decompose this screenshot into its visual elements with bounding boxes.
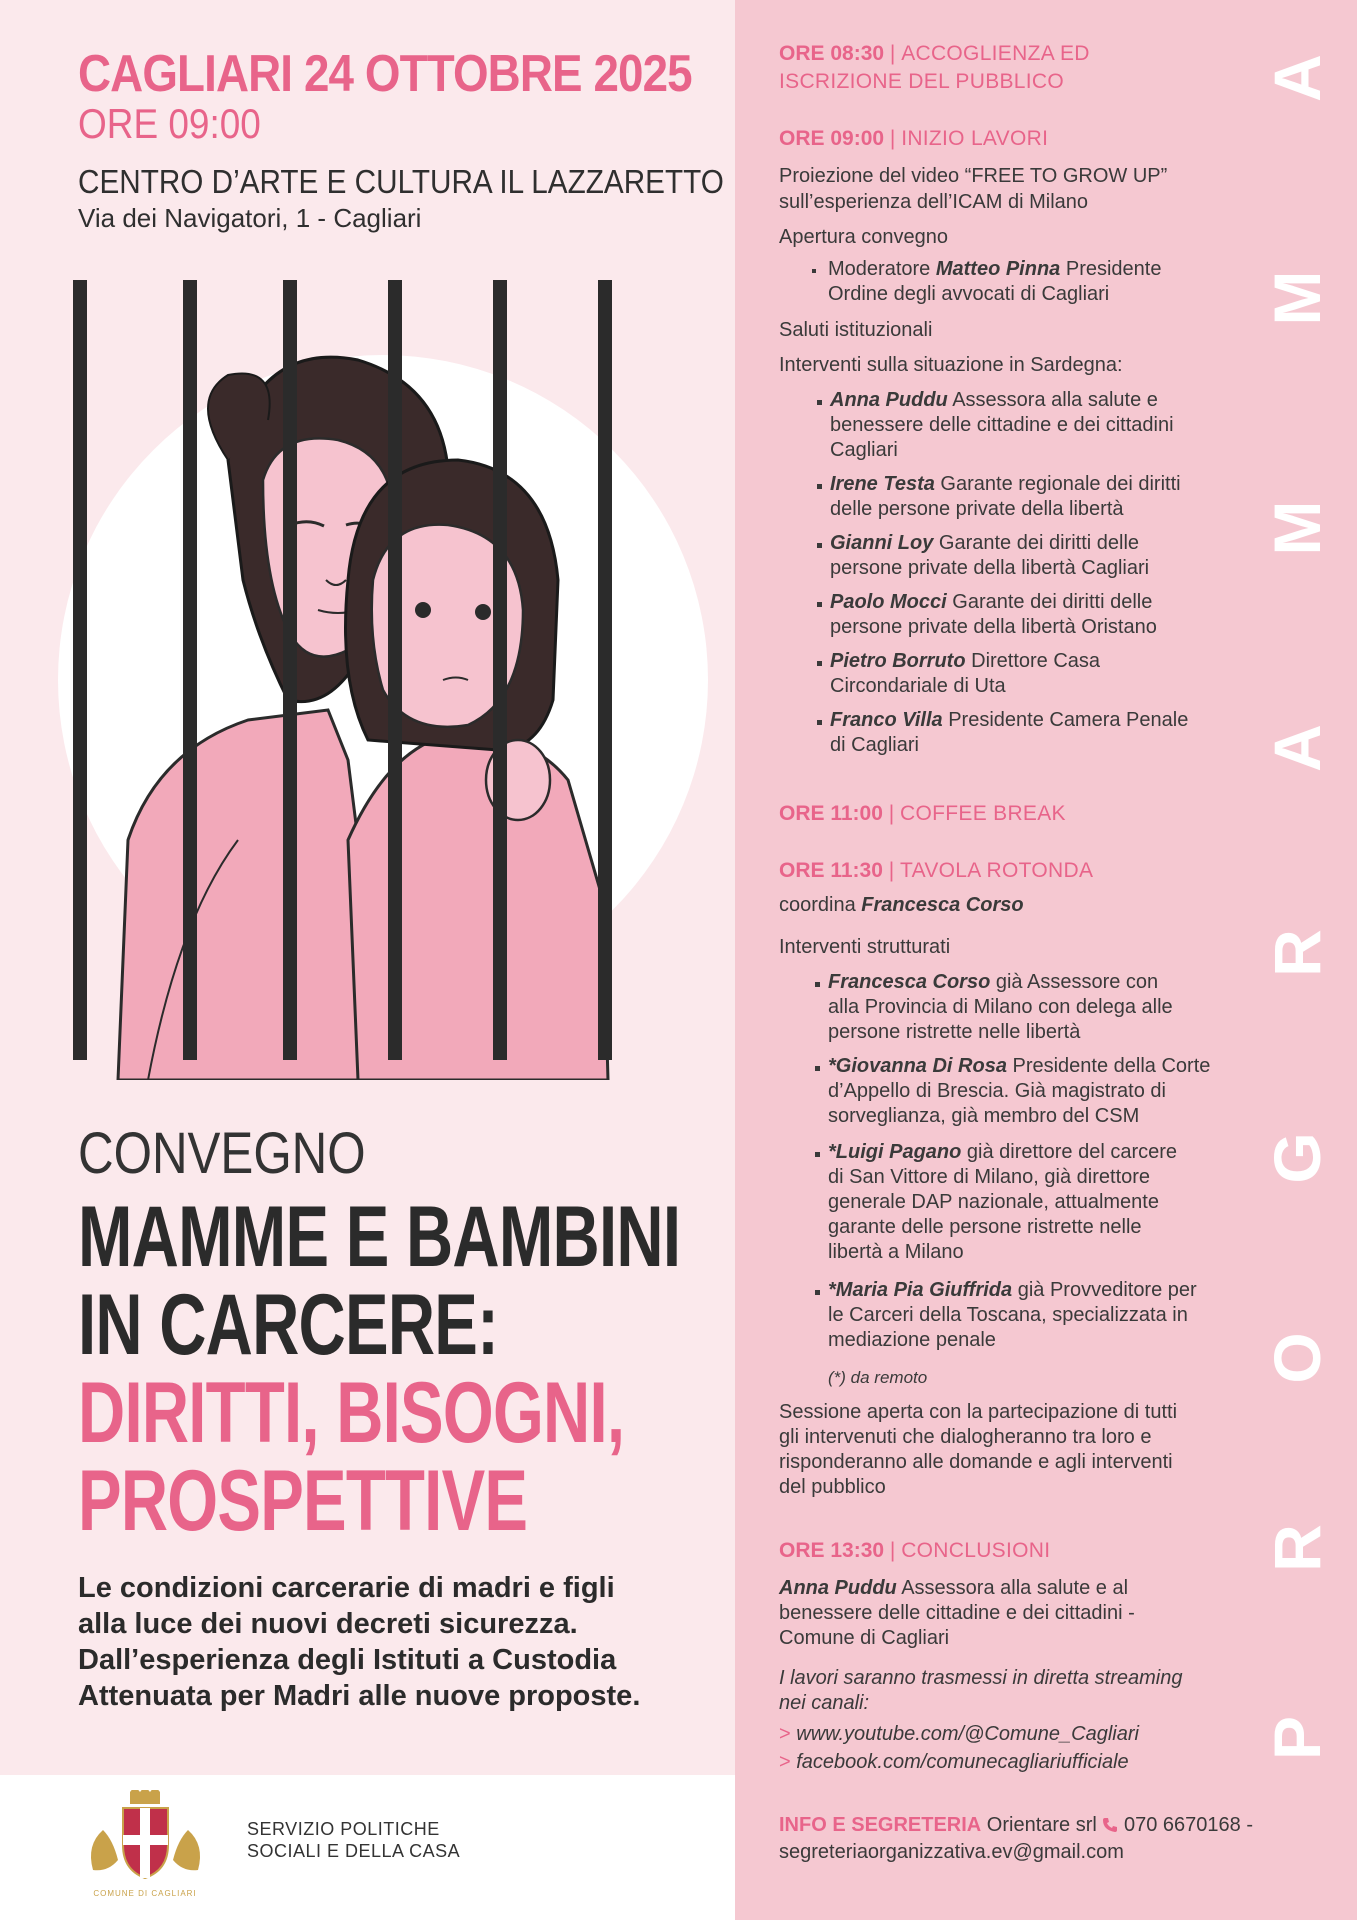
facebook-link[interactable]: > facebook.com/comunecagliariufficiale — [779, 1751, 1129, 1773]
venue-address: Via dei Navigatori, 1 - Cagliari — [78, 203, 422, 233]
opening-line: Apertura convegno — [779, 226, 949, 248]
speaker-name: Paolo Mocci — [830, 591, 947, 613]
sardinia-heading: Interventi sulla situazione in Sardegna: — [779, 354, 1123, 376]
slot-time: ORE 08:30 — [779, 42, 885, 65]
subtitle-line: Attenuata per Madri alle nuove proposte. — [78, 1680, 641, 1712]
speaker-item: Anna Puddu Assessora alla salute e benessere delle cittadine e dei cittadini Cagliari — [830, 388, 1260, 463]
panelist-name: *Maria Pia Giuffrida — [828, 1279, 1013, 1301]
program-letter: A — [1260, 724, 1334, 772]
slot-time: ORE 11:30 — [779, 859, 883, 882]
remote-note: (*) da remoto — [828, 1368, 928, 1387]
open-session-text: Sessione aperta con la partecipazione di tutti gli intervenuti che dialogheranno tra loro e risponderanno alle domande e agli interventi del pubblico — [779, 1401, 1178, 1498]
conclusion-speaker: Anna Puddu — [779, 1577, 897, 1599]
slot-0830-cont — [779, 68, 1064, 95]
program-letter: M — [1260, 270, 1334, 326]
slot-label: ISCRIZIONE DEL PUBBLICO — [779, 70, 1065, 93]
title-line-3: DIRITTI, BISOGNI, — [78, 1365, 625, 1461]
speaker-item: Irene Testa Garante regionale dei diritti delle persone private della libertà — [830, 472, 1260, 522]
title-line-2: IN CARCERE: — [78, 1277, 499, 1373]
link-arrow-icon: > — [779, 1751, 791, 1773]
speaker-item: Gianni Loy Garante dei diritti delle persone private della libertà Cagliari — [830, 531, 1260, 581]
slot-label: INIZIO LAVORI — [901, 127, 1049, 150]
panelist-name: *Giovanna Di Rosa — [828, 1055, 1007, 1077]
event-kicker: CONVEGNO — [78, 1121, 366, 1186]
slot-label: COFFEE BREAK — [900, 802, 1066, 825]
moderator-name: Matteo Pinna — [935, 258, 1061, 280]
slot-time: ORE 13:30 — [779, 1539, 885, 1562]
department-line-2: SOCIALI E DELLA CASA — [247, 1841, 461, 1861]
event-subtitle — [78, 1570, 718, 1714]
panelist-item: *Luigi Pagano già direttore del carcere di San Vittore di Milano, già direttore generale DAP nazionale, attualmente garante delle persone ristrette nelle libertà a Milano — [828, 1140, 1258, 1265]
program-letter: O — [1260, 1332, 1334, 1384]
greetings-line: Saluti istituzionali — [779, 319, 933, 341]
logo-caption: COMUNE DI CAGLIARI — [93, 1889, 197, 1898]
speaker-name: Gianni Loy — [830, 532, 934, 554]
speaker-item: Pietro Borruto Direttore Casa Circondariale di Uta — [830, 649, 1260, 699]
streaming-note: I lavori saranno trasmessi in diretta streaming nei canali: — [779, 1667, 1183, 1714]
slot-label: TAVOLA ROTONDA — [900, 859, 1094, 882]
slot-time: ORE 09:00 — [779, 127, 885, 150]
slot-label: ACCOGLIENZA ED — [901, 42, 1090, 65]
slot-0830: ORE 08:30 | ACCOGLIENZA ED — [779, 42, 1090, 65]
video-line-1: Proiezione del video “FREE TO GROW UP” — [779, 165, 1168, 187]
program-letter: M — [1260, 500, 1334, 556]
program-letter: R — [1260, 1524, 1334, 1572]
coordinator-line: coordina Francesca Corso — [779, 894, 1024, 916]
speaker-item: Franco Villa Presidente Camera Penale di Cagliari — [830, 708, 1260, 758]
program-letter: R — [1260, 929, 1334, 977]
speaker-name: Anna Puddu — [830, 389, 948, 411]
slot-1130: ORE 11:30 | TAVOLA ROTONDA — [779, 859, 1094, 882]
speaker-item: Paolo Mocci Garante dei diritti delle persone private della libertà Oristano — [830, 590, 1260, 640]
coordinator-name: Francesca Corso — [861, 894, 1024, 916]
slot-1330: ORE 13:30 | CONCLUSIONI — [779, 1539, 1051, 1562]
subtitle-line: Dall’esperienza degli Istituti a Custodia — [78, 1644, 617, 1676]
title-line-1: MAMME E BAMBINI — [78, 1189, 681, 1285]
panelist-item: *Giovanna Di Rosa Presidente della Corte d’Appello di Brescia. Già magistrato di sorveglianza, già membro del CSM — [828, 1054, 1258, 1129]
mother-child-behind-bars-illustration — [28, 280, 738, 1080]
slot-1100: ORE 11:00 | COFFEE BREAK — [779, 802, 1066, 825]
moderator-item: Moderatore Matteo Pinna Presidente Ordine degli avvocati di Cagliari — [828, 257, 1258, 307]
slot-time: ORE 11:00 — [779, 802, 883, 825]
program-letter: P — [1260, 1715, 1334, 1761]
link-arrow-icon: > — [779, 1723, 791, 1745]
info-phone[interactable]: 070 6670168 - — [1123, 1814, 1253, 1836]
panelist-name: Francesca Corso — [828, 971, 991, 993]
programma-vertical-word — [1252, 40, 1342, 1830]
program-letter: G — [1260, 1132, 1334, 1184]
phone-icon — [1102, 1817, 1118, 1833]
info-email[interactable]: segreteriaorganizzativa.ev@gmail.com — [779, 1841, 1124, 1863]
title-line-4: PROSPETTIVE — [78, 1453, 528, 1549]
department-line-1: SERVIZIO POLITICHE — [247, 1819, 440, 1839]
comune-di-cagliari-logo — [78, 1790, 213, 1900]
subtitle-line: Le condizioni carcerarie di madri e figli — [78, 1572, 615, 1604]
speaker-name: Pietro Borruto — [830, 650, 966, 672]
subtitle-line: alla luce dei nuovi decreti sicurezza. — [78, 1608, 578, 1640]
speaker-name: Irene Testa — [830, 473, 935, 495]
info-line: INFO E SEGRETERIA Orientare srl 070 6670168 - — [779, 1814, 1253, 1836]
event-time: ORE 09:00 — [78, 100, 261, 147]
panelist-item: Francesca Corso già Assessore con alla Provincia di Milano con delega alle persone ristrette nelle libertà — [828, 970, 1258, 1045]
structured-heading: Interventi strutturati — [779, 936, 951, 958]
conclusion-text: Anna Puddu Assessora alla salute e al benessere delle cittadine e dei cittadini - Comune di Cagliari — [779, 1577, 1135, 1649]
panelist-name: *Luigi Pagano — [828, 1141, 962, 1163]
venue-name: CENTRO D’ARTE E CULTURA IL LAZZARETTO — [78, 163, 724, 200]
video-line-2: sull’esperienza dell’ICAM di Milano — [779, 191, 1089, 213]
info-label: INFO E SEGRETERIA — [779, 1814, 982, 1836]
youtube-link[interactable]: > www.youtube.com/@Comune_Cagliari — [779, 1723, 1139, 1745]
slot-0900: ORE 09:00 | INIZIO LAVORI — [779, 127, 1049, 150]
department-name — [247, 1818, 460, 1862]
speaker-name: Franco Villa — [830, 709, 943, 731]
slot-label: CONCLUSIONI — [901, 1539, 1051, 1562]
panelist-item: *Maria Pia Giuffrida già Provveditore per le Carceri della Toscana, specializzata in mediazione penale — [828, 1278, 1258, 1353]
event-date: CAGLIARI 24 OTTOBRE 2025 — [78, 45, 692, 103]
program-letter: A — [1260, 54, 1334, 102]
